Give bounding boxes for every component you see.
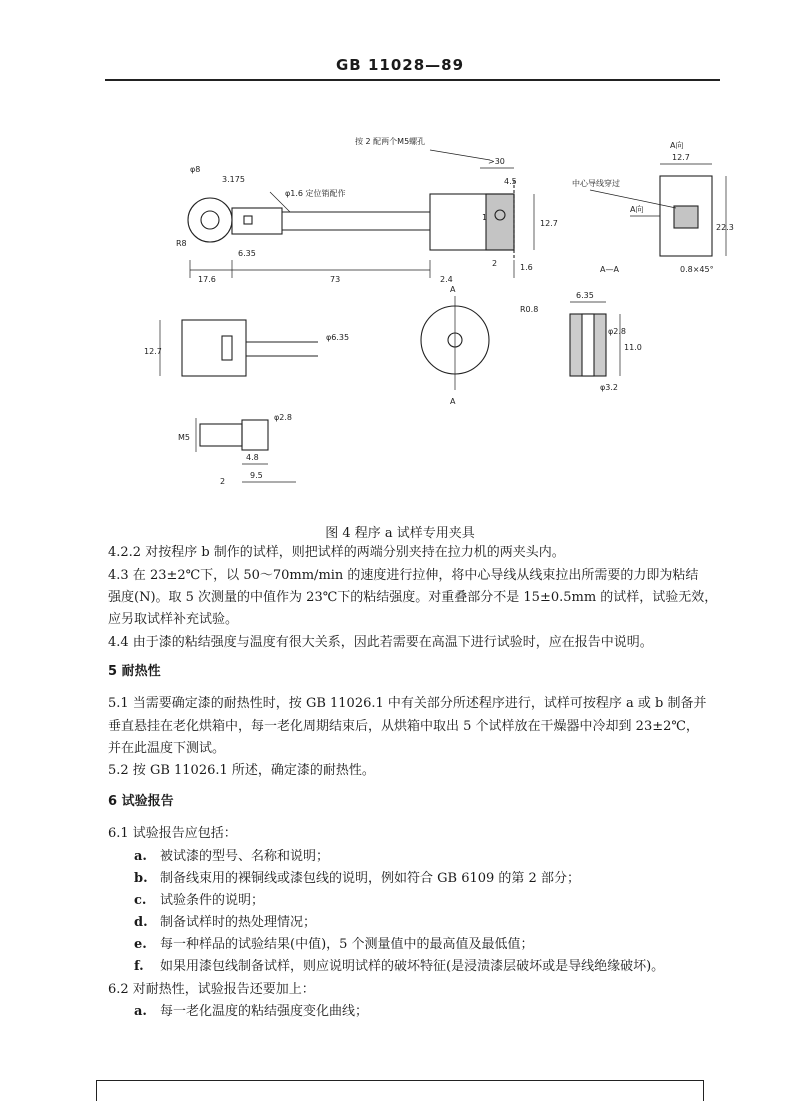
dim-gt30: >30 [488, 157, 505, 166]
part-2-label-b: 2 [220, 477, 226, 486]
a-view [590, 164, 726, 256]
list-marker: a. [134, 849, 147, 864]
dim-45: 4.5 [504, 177, 517, 186]
dim-127a: 12.7 [540, 219, 558, 228]
list-text: 制备线束用的裸铜线或漆包线的说明，例如符合 GB 6109 的第 2 部分； [160, 871, 580, 886]
center-wire-note: 中心导线穿过 [572, 179, 620, 188]
dim-3175: 3.175 [222, 175, 245, 184]
list-marker: b. [134, 871, 148, 886]
para-4-3-line2: 强度(N)。取 5 次测量的中值作为 23℃下的粘结强度。对重叠部分不是 15±0.5mm 的试样，试验无效， [108, 590, 718, 605]
dim-phi28a: φ2.8 [608, 327, 626, 336]
dim-phi28b: φ2.8 [274, 413, 292, 422]
dim-127b: 12.7 [672, 153, 690, 162]
list-marker: f. [134, 959, 144, 974]
para-5-1-line1: 5.1 当需要确定漆的耐热性时，按 GB 11026.1 中有关部分所述程序进行，试样可按程序 a 或 b 制备并 [108, 696, 707, 711]
screw-part-2 [196, 418, 296, 482]
figure-caption: 图 4 程序 a 试样专用夹具 [325, 526, 475, 541]
list-marker: d. [134, 915, 148, 930]
para-6-2: 6.2 对耐热性，试验报告还要加上： [108, 982, 315, 997]
list-item-b [134, 869, 580, 889]
para-4-4: 4.4 由于漆的粘结强度与温度有很大关系，因此若需要在高温下进行试验时，应在报告中说明。 [108, 635, 653, 650]
dim-chamfer: 0.8×45° [680, 265, 714, 274]
section-aa-label: A—A [600, 265, 619, 274]
dim-m5: M5 [178, 433, 190, 442]
section-5-heading: 5 耐热性 [108, 664, 161, 679]
list-marker: c. [134, 893, 147, 908]
para-4-3-line1: 4.3 在 23±2℃下，以 50～70mm/min 的速度进行拉伸，将中心导线从线束拉出所需要的力即为粘结 [108, 568, 699, 583]
dim-phi8: φ8 [190, 165, 201, 174]
technical-drawing [100, 120, 740, 520]
header-rule [105, 79, 720, 81]
part-1-label: 1 [482, 213, 488, 222]
list-text: 制备试样时的热处理情况； [160, 915, 317, 930]
drawing-svg [100, 120, 740, 520]
list-item-c [134, 891, 264, 911]
para-5-1-line3: 并在此温度下测试。 [108, 741, 226, 756]
dim-phi635: φ6.35 [326, 333, 350, 342]
list-marker: a. [134, 1004, 147, 1019]
dim-phi32: φ3.2 [600, 383, 618, 392]
end-view [421, 296, 489, 390]
a-direction-arrow-label: A向 [630, 205, 644, 214]
list-item-a [134, 847, 329, 867]
dim-223: 22.3 [716, 223, 734, 232]
para-6-1: 6.1 试验报告应包括： [108, 826, 237, 841]
page-header: GB 11028—89 [335, 56, 465, 74]
list-item-d [134, 913, 316, 933]
note-m5-holes: 按 2 配两个M5螺孔 [355, 137, 426, 146]
side-view [160, 320, 318, 376]
dim-16: 1.6 [520, 263, 533, 272]
para-5-2: 5.2 按 GB 11026.1 所述，确定漆的耐热性。 [108, 763, 375, 778]
section-6-heading: 6 试验报告 [108, 794, 174, 809]
dim-phi16: φ1.6 定位销配作 [285, 189, 346, 198]
list-text: 如果用漆包线制备试样，则应说明试样的破坏特征(是浸渍漆层破坏或是导线绝缘破坏)。 [160, 959, 665, 974]
dim-635b: 6.35 [576, 291, 594, 300]
para-4-2-2: 4.2.2 对按程序 b 制作的试样，则把试样的两端分别夹持在拉力机的两夹头内。 [108, 545, 565, 560]
dim-24: 2.4 [440, 275, 453, 284]
dim-73: 73 [330, 275, 341, 284]
list-marker: e. [134, 937, 147, 952]
part-2-label: 2 [492, 259, 498, 268]
section-aa-detail [570, 302, 620, 376]
dim-176: 17.6 [198, 275, 216, 284]
list-text: 被试漆的型号、名称和说明； [160, 849, 330, 864]
dim-r08: R0.8 [520, 305, 539, 314]
view-a-direction-title: A向 [670, 141, 684, 150]
list-item-f [134, 957, 664, 977]
dim-48: 4.8 [246, 453, 259, 462]
list-item-e [134, 935, 534, 955]
dim-95: 9.5 [250, 471, 263, 480]
list-text: 每一老化温度的粘结强度变化曲线； [160, 1004, 369, 1019]
section-a-top: A [450, 285, 456, 294]
para-5-1-line2: 垂直悬挂在老化烘箱中，每一老化周期结束后，从烘箱中取出 5 个试样放在干燥器中冷却到 23±2℃， [108, 719, 699, 734]
section-a-bottom: A [450, 397, 456, 406]
dim-635a: 6.35 [238, 249, 256, 258]
list-item-6-2-a [134, 1002, 368, 1022]
list-text: 试验条件的说明； [160, 893, 265, 908]
list-text: 每一种样品的试验结果(中值)，5 个测量值中的最高值及最低值； [160, 937, 534, 952]
dim-127c: 12.7 [144, 347, 162, 356]
dim-r8: R8 [176, 239, 187, 248]
dim-110: 11.0 [624, 343, 642, 352]
para-4-3-line3: 应另取试样补充试验。 [108, 612, 239, 627]
